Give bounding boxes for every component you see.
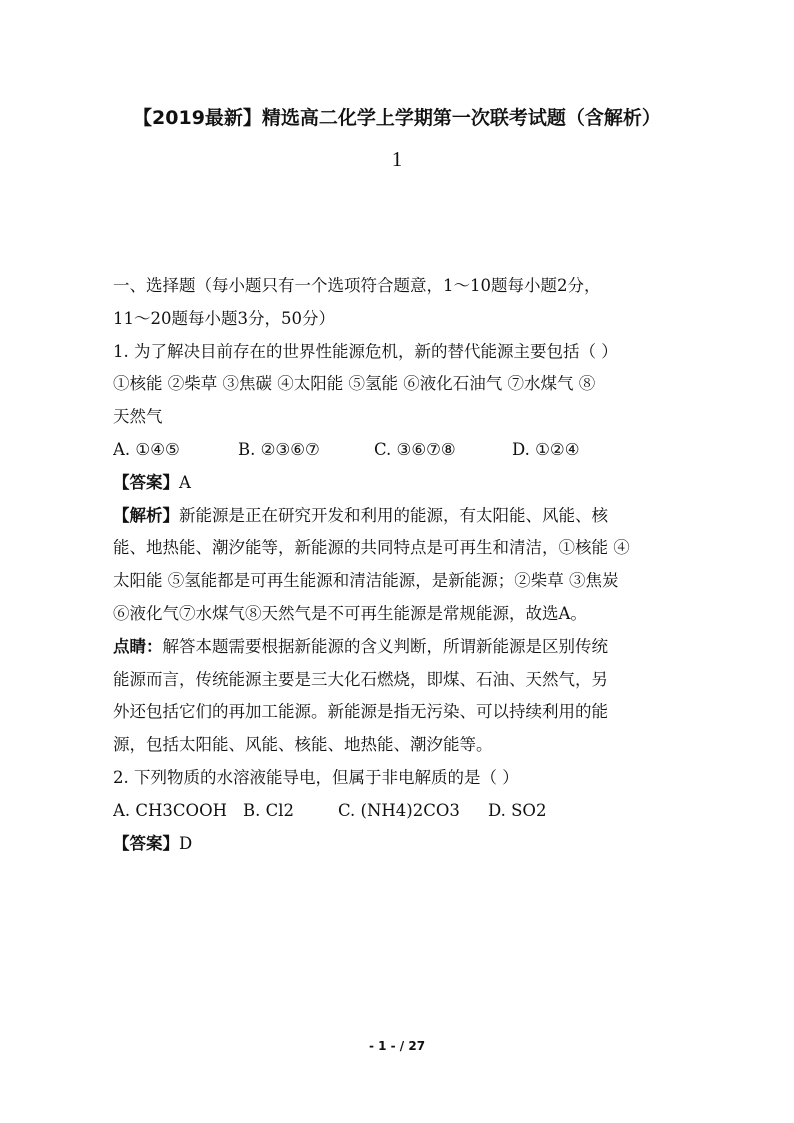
question-1-items-cont: 天然气: [113, 407, 163, 427]
option-d: D. SO2: [488, 800, 547, 820]
question-2-options: [113, 795, 698, 828]
note-line: 源，包括太阳能、风能、核能、地热能、潮汐能等。: [113, 735, 493, 755]
option-b: B. Cl2: [243, 800, 295, 820]
option-c: C. ③⑥⑦⑧: [374, 439, 456, 459]
analysis-line: [113, 500, 698, 533]
section-heading-cont: 11～20题每小题3分，50分）: [113, 308, 335, 328]
analysis-tag: 【解析】: [113, 505, 179, 525]
option-b: B. ②③⑥⑦: [238, 439, 320, 459]
question-1-items: ①核能 ②柴草 ③焦碳 ④太阳能 ⑤氢能 ⑥液化石油气 ⑦水煤气 ⑧: [113, 374, 596, 394]
answer-value: A: [179, 472, 191, 492]
note-tag: 点睛：: [113, 636, 163, 656]
document-title: 【2019最新】精选高二化学上学期第一次联考试题（含解析）: [133, 107, 661, 129]
page-number: - 1 - / 27: [368, 1039, 426, 1053]
note-line: 能源而言，传统能源主要是三大化石燃烧，即煤、石油、天然气，另: [113, 669, 608, 689]
analysis-text: 新能源是正在研究开发和利用的能源，有太阳能、风能、核: [179, 505, 608, 525]
answer-tag: 【答案】: [113, 833, 179, 853]
answer-tag: 【答案】: [113, 472, 179, 492]
option-a: A. ①④⑤: [113, 439, 180, 459]
document-body: [113, 270, 698, 860]
question-1-options: [113, 434, 698, 467]
note-text: 解答本题需要根据新能源的含义判断，所谓新能源是区别传统: [162, 636, 608, 656]
option-d: D. ①②④: [512, 439, 580, 459]
question-1-answer: [113, 467, 698, 500]
document-title-line2: 1: [391, 147, 403, 171]
analysis-line: 能、地热能、潮汐能等，新能源的共同特点是可再生和清洁，①核能 ④: [113, 538, 630, 558]
analysis-line: ⑥液化气⑦水煤气⑧天然气是不可再生能源是常规能源，故选A。: [113, 603, 587, 623]
question-2: 2. 下列物质的水溶液能导电，但属于非电解质的是（ ）: [113, 767, 519, 787]
question-2-answer: [113, 828, 698, 861]
note-line: 外还包括它们的再加工能源。新能源是指无污染、可以持续利用的能: [113, 702, 608, 722]
question-1: 1. 为了解决目前存在的世界性能源危机，新的替代能源主要包括（ ）: [113, 341, 618, 361]
answer-value: D: [179, 833, 193, 853]
section-heading: 一、选择题（每小题只有一个选项符合题意，1～10题每小题2分，: [113, 276, 601, 295]
option-a: A. CH3COOH: [113, 800, 227, 820]
option-c: C. (NH4)2CO3: [338, 800, 460, 820]
note-line: [113, 631, 698, 664]
analysis-line: 太阳能 ⑤氢能都是可再生能源和清洁能源，是新能源；②柴草 ③焦炭: [113, 571, 619, 591]
